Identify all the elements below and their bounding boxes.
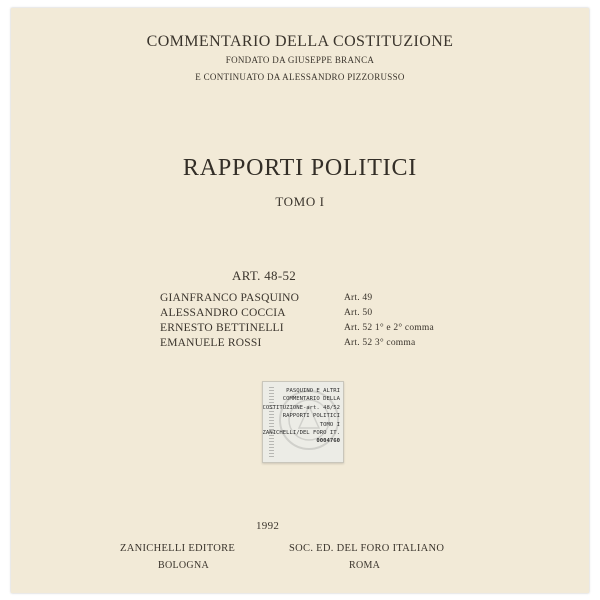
author-row — [160, 322, 490, 337]
publisher-right: SOC. ED. DEL FORO ITALIANO — [289, 543, 445, 554]
series-founder: FONDATO DA GIUSEPPE BRANCA — [225, 55, 375, 65]
label-line: COSTITUZIONE-art. 48/52 — [262, 404, 340, 411]
volume-label: TOMO I — [275, 194, 325, 209]
label-line: ZANICHELLI/DEL FORO IT. — [262, 430, 340, 437]
author-name: ERNESTO BETTINELLI — [160, 322, 284, 334]
library-label-sticker — [262, 381, 344, 463]
author-row — [160, 337, 490, 352]
book-title: RAPPORTI POLITICI — [182, 155, 418, 181]
author-row — [160, 292, 490, 307]
publisher-left: ZANICHELLI EDITORE — [120, 543, 236, 554]
author-list — [160, 292, 490, 352]
series-title: COMMENTARIO DELLA COSTITUZIONE — [146, 33, 454, 50]
city-right: ROMA — [349, 560, 381, 571]
author-row — [160, 307, 490, 322]
author-article: Art. 50 — [344, 308, 373, 318]
label-line: TOMO I — [319, 421, 340, 428]
author-article: Art. 52 1° e 2° comma — [344, 323, 434, 333]
author-name: ALESSANDRO COCCIA — [160, 307, 286, 319]
author-name: EMANUELE ROSSI — [160, 337, 262, 349]
label-inventory-number: 0004760 — [316, 438, 340, 445]
articles-heading: ART. 48-52 — [232, 268, 297, 283]
author-article: Art. 52 3° comma — [344, 338, 416, 348]
label-line: PASQUINO E ALTRI — [286, 388, 340, 394]
author-name: GIANFRANCO PASQUINO — [160, 292, 300, 304]
label-text-block — [263, 387, 340, 446]
label-line: RAPPORTI POLITICI — [282, 413, 340, 420]
city-left: BOLOGNA — [158, 560, 209, 571]
series-continuator: E CONTINUATO DA ALESSANDRO PIZZORUSSO — [195, 72, 405, 82]
publication-year: 1992 — [256, 520, 280, 532]
label-line: COMMENTARIO DELLA — [282, 396, 340, 403]
author-article: Art. 49 — [344, 293, 373, 303]
